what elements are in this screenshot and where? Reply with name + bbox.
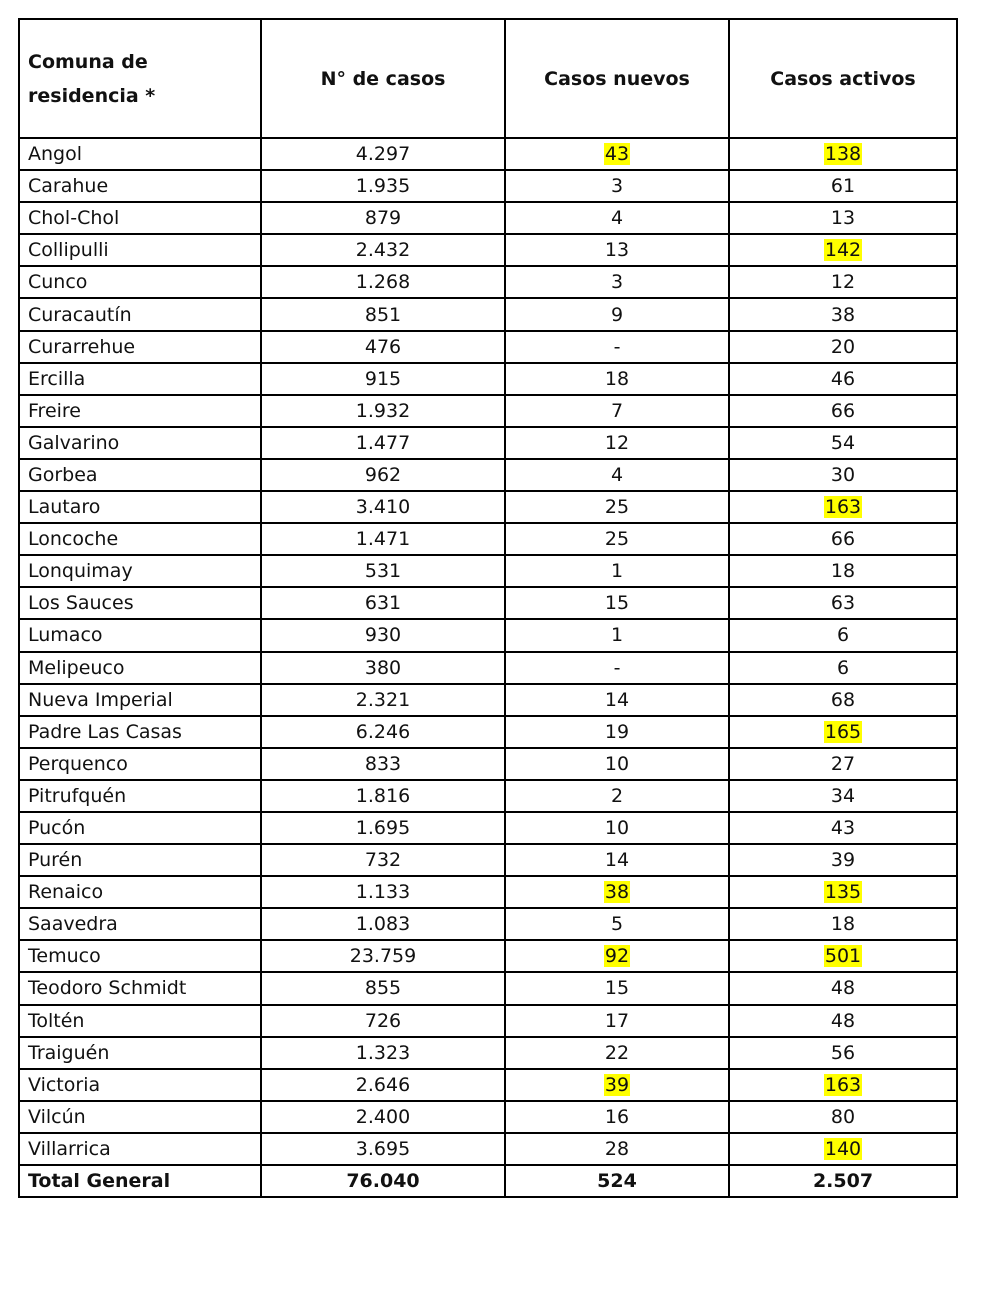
table-row xyxy=(19,1101,957,1133)
cell-nuevos: 14 xyxy=(505,684,729,716)
table-row xyxy=(19,555,957,587)
cell-casos: 1.133 xyxy=(261,876,505,908)
cell-comuna: Freire xyxy=(19,395,261,427)
cell-activos-highlight: 501 xyxy=(824,945,862,968)
cell-activos: 39 xyxy=(729,844,957,876)
cell-activos-highlight: 142 xyxy=(824,239,862,262)
cell-nuevos xyxy=(505,138,729,170)
table-row xyxy=(19,940,957,972)
cell-casos: 6.246 xyxy=(261,716,505,748)
cell-nuevos: 18 xyxy=(505,363,729,395)
cell-activos: 48 xyxy=(729,972,957,1004)
table-row xyxy=(19,1005,957,1037)
cell-nuevos: 4 xyxy=(505,202,729,234)
cell-nuevos: 5 xyxy=(505,908,729,940)
cell-activos xyxy=(729,716,957,748)
cell-casos: 1.471 xyxy=(261,523,505,555)
cell-casos: 1.083 xyxy=(261,908,505,940)
cell-comuna: Chol-Chol xyxy=(19,202,261,234)
cell-comuna: Toltén xyxy=(19,1005,261,1037)
cell-comuna: Teodoro Schmidt xyxy=(19,972,261,1004)
table-row xyxy=(19,908,957,940)
cell-nuevos: 25 xyxy=(505,491,729,523)
cell-nuevos xyxy=(505,1069,729,1101)
cell-casos: 2.400 xyxy=(261,1101,505,1133)
cell-activos: 38 xyxy=(729,298,957,330)
header-activos: Casos activos xyxy=(729,19,957,138)
cell-comuna: Lautaro xyxy=(19,491,261,523)
cell-comuna: Nueva Imperial xyxy=(19,684,261,716)
cell-comuna: Lonquimay xyxy=(19,555,261,587)
cell-nuevos: - xyxy=(505,331,729,363)
cell-comuna: Padre Las Casas xyxy=(19,716,261,748)
cell-nuevos xyxy=(505,876,729,908)
cell-activos: 18 xyxy=(729,908,957,940)
cell-casos: 1.477 xyxy=(261,427,505,459)
cell-nuevos-highlight: 43 xyxy=(604,143,630,166)
cell-comuna: Melipeuco xyxy=(19,652,261,684)
cell-nuevos: 3 xyxy=(505,266,729,298)
table-row xyxy=(19,331,957,363)
cell-casos: 833 xyxy=(261,748,505,780)
table-row xyxy=(19,780,957,812)
cell-activos xyxy=(729,138,957,170)
table-row xyxy=(19,170,957,202)
cell-activos: 54 xyxy=(729,427,957,459)
header-casos: N° de casos xyxy=(261,19,505,138)
cell-casos: 3.410 xyxy=(261,491,505,523)
table-row xyxy=(19,202,957,234)
cell-activos: 34 xyxy=(729,780,957,812)
cell-activos xyxy=(729,1133,957,1165)
cell-casos: 2.432 xyxy=(261,234,505,266)
cell-activos: 48 xyxy=(729,1005,957,1037)
cell-nuevos: 1 xyxy=(505,555,729,587)
cell-nuevos: 17 xyxy=(505,1005,729,1037)
cell-comuna: Galvarino xyxy=(19,427,261,459)
cell-nuevos: 9 xyxy=(505,298,729,330)
cell-activos: 20 xyxy=(729,331,957,363)
cell-activos xyxy=(729,491,957,523)
cell-comuna: Temuco xyxy=(19,940,261,972)
table-row xyxy=(19,812,957,844)
cell-casos: 1.932 xyxy=(261,395,505,427)
cell-casos: 23.759 xyxy=(261,940,505,972)
table-row xyxy=(19,1133,957,1165)
cell-nuevos: 3 xyxy=(505,170,729,202)
cell-nuevos-highlight: 39 xyxy=(604,1073,630,1096)
cell-casos: 851 xyxy=(261,298,505,330)
header-nuevos: Casos nuevos xyxy=(505,19,729,138)
total-nuevos: 524 xyxy=(505,1165,729,1197)
cell-activos: 13 xyxy=(729,202,957,234)
cell-comuna: Vilcún xyxy=(19,1101,261,1133)
cell-casos: 930 xyxy=(261,619,505,651)
table-row xyxy=(19,684,957,716)
table-row xyxy=(19,138,957,170)
table-body xyxy=(19,138,957,1197)
table-row xyxy=(19,619,957,651)
cell-nuevos: 28 xyxy=(505,1133,729,1165)
cell-comuna: Traiguén xyxy=(19,1037,261,1069)
cell-comuna: Angol xyxy=(19,138,261,170)
cell-comuna: Pucón xyxy=(19,812,261,844)
cell-nuevos: 10 xyxy=(505,812,729,844)
table-row xyxy=(19,748,957,780)
cell-nuevos: 10 xyxy=(505,748,729,780)
cell-activos: 46 xyxy=(729,363,957,395)
cell-nuevos: 14 xyxy=(505,844,729,876)
cell-casos: 1.816 xyxy=(261,780,505,812)
table-row xyxy=(19,363,957,395)
cell-activos: 61 xyxy=(729,170,957,202)
header-row xyxy=(19,19,957,138)
cell-comuna: Gorbea xyxy=(19,459,261,491)
cell-activos: 6 xyxy=(729,652,957,684)
cell-nuevos: 7 xyxy=(505,395,729,427)
cell-casos: 4.297 xyxy=(261,138,505,170)
cell-nuevos xyxy=(505,940,729,972)
cell-activos xyxy=(729,940,957,972)
total-activos: 2.507 xyxy=(729,1165,957,1197)
cell-casos: 531 xyxy=(261,555,505,587)
cell-activos: 12 xyxy=(729,266,957,298)
cell-activos-highlight: 138 xyxy=(824,143,862,166)
table-row xyxy=(19,652,957,684)
cell-nuevos: 12 xyxy=(505,427,729,459)
table-row xyxy=(19,972,957,1004)
table-row xyxy=(19,1037,957,1069)
cell-activos: 43 xyxy=(729,812,957,844)
cell-nuevos: 1 xyxy=(505,619,729,651)
table-row xyxy=(19,1069,957,1101)
total-label: Total General xyxy=(19,1165,261,1197)
cell-comuna: Saavedra xyxy=(19,908,261,940)
table-row xyxy=(19,266,957,298)
cell-casos: 1.268 xyxy=(261,266,505,298)
cell-comuna: Villarrica xyxy=(19,1133,261,1165)
cell-activos: 56 xyxy=(729,1037,957,1069)
cell-comuna: Cunco xyxy=(19,266,261,298)
cell-comuna: Purén xyxy=(19,844,261,876)
cases-by-commune-table xyxy=(18,18,958,1198)
cell-casos: 2.646 xyxy=(261,1069,505,1101)
cell-casos: 1.935 xyxy=(261,170,505,202)
cell-nuevos-highlight: 38 xyxy=(604,881,630,904)
total-casos: 76.040 xyxy=(261,1165,505,1197)
cell-comuna: Ercilla xyxy=(19,363,261,395)
cell-comuna: Collipulli xyxy=(19,234,261,266)
cell-nuevos: 19 xyxy=(505,716,729,748)
table-row xyxy=(19,491,957,523)
table-header xyxy=(19,19,957,138)
cell-comuna: Curacautín xyxy=(19,298,261,330)
cell-nuevos: 22 xyxy=(505,1037,729,1069)
table-row xyxy=(19,876,957,908)
cell-activos: 63 xyxy=(729,587,957,619)
total-row xyxy=(19,1165,957,1197)
cell-comuna: Renaico xyxy=(19,876,261,908)
cell-comuna: Lumaco xyxy=(19,619,261,651)
cell-casos: 879 xyxy=(261,202,505,234)
cell-activos: 30 xyxy=(729,459,957,491)
cell-casos: 476 xyxy=(261,331,505,363)
cell-comuna: Carahue xyxy=(19,170,261,202)
table-row xyxy=(19,395,957,427)
cell-nuevos: 4 xyxy=(505,459,729,491)
table-row xyxy=(19,716,957,748)
table-row xyxy=(19,587,957,619)
cell-comuna: Victoria xyxy=(19,1069,261,1101)
cell-activos: 66 xyxy=(729,395,957,427)
cell-activos: 80 xyxy=(729,1101,957,1133)
cell-activos-highlight: 163 xyxy=(824,1073,862,1096)
cell-activos-highlight: 135 xyxy=(824,881,862,904)
cell-casos: 631 xyxy=(261,587,505,619)
cell-casos: 380 xyxy=(261,652,505,684)
cell-nuevos: 15 xyxy=(505,587,729,619)
cell-casos: 1.695 xyxy=(261,812,505,844)
table-row xyxy=(19,523,957,555)
cell-casos: 732 xyxy=(261,844,505,876)
cell-activos xyxy=(729,876,957,908)
table-row xyxy=(19,844,957,876)
cell-activos: 68 xyxy=(729,684,957,716)
cell-nuevos: 13 xyxy=(505,234,729,266)
table-row xyxy=(19,427,957,459)
cell-activos xyxy=(729,234,957,266)
cell-activos: 6 xyxy=(729,619,957,651)
cell-casos: 915 xyxy=(261,363,505,395)
cell-comuna: Pitrufquén xyxy=(19,780,261,812)
cell-activos: 27 xyxy=(729,748,957,780)
cell-activos-highlight: 165 xyxy=(824,720,862,743)
cell-nuevos: - xyxy=(505,652,729,684)
table-row xyxy=(19,234,957,266)
cell-nuevos-highlight: 92 xyxy=(604,945,630,968)
cell-comuna: Los Sauces xyxy=(19,587,261,619)
cell-activos-highlight: 163 xyxy=(824,496,862,519)
cell-nuevos: 15 xyxy=(505,972,729,1004)
cell-nuevos: 2 xyxy=(505,780,729,812)
cell-comuna: Loncoche xyxy=(19,523,261,555)
cell-comuna: Curarrehue xyxy=(19,331,261,363)
cell-casos: 1.323 xyxy=(261,1037,505,1069)
header-comuna: Comuna de residencia * xyxy=(19,19,261,138)
cell-casos: 3.695 xyxy=(261,1133,505,1165)
cell-activos-highlight: 140 xyxy=(824,1137,862,1160)
cell-casos: 726 xyxy=(261,1005,505,1037)
cell-nuevos: 16 xyxy=(505,1101,729,1133)
table-row xyxy=(19,459,957,491)
cell-casos: 962 xyxy=(261,459,505,491)
cell-casos: 855 xyxy=(261,972,505,1004)
cell-activos: 18 xyxy=(729,555,957,587)
cell-activos xyxy=(729,1069,957,1101)
cases-table-container xyxy=(18,18,956,1198)
cell-nuevos: 25 xyxy=(505,523,729,555)
cell-activos: 66 xyxy=(729,523,957,555)
cell-casos: 2.321 xyxy=(261,684,505,716)
table-row xyxy=(19,298,957,330)
cell-comuna: Perquenco xyxy=(19,748,261,780)
